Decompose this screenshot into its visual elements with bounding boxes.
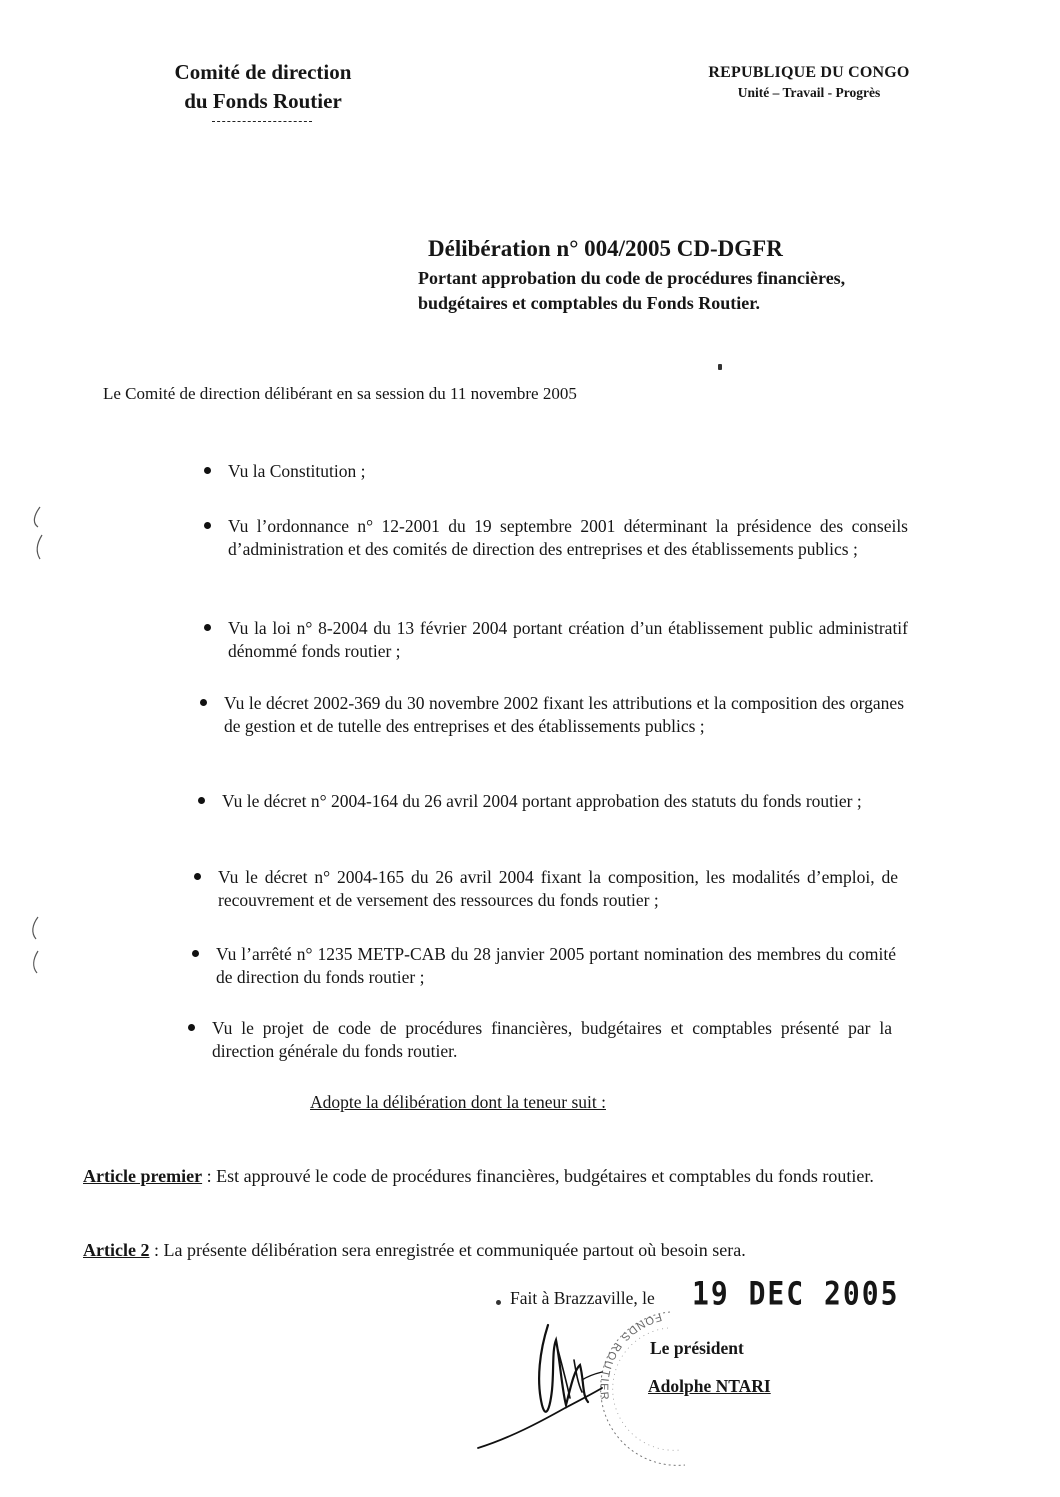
visa-item [224,692,904,738]
bullet-icon [204,624,211,631]
seal-text: FONDS ROUTIER [597,1310,663,1403]
bullet-icon [198,797,205,804]
country-motto: Unité – Travail - Progrès [737,85,881,100]
visa-text: Vu la Constitution ; [228,461,366,481]
visa-text: Vu le décret n° 2004-165 du 26 avril 2004 fixant la composition, les modalités d’emploi, de recouvrement et de versement des ressources du fonds routier ; [218,867,898,910]
signatory-name: Adolphe NTARI [648,1376,771,1396]
visa-item [218,866,898,912]
session-intro: Le Comité de direction délibérant en sa session du 11 novembre 2005 [103,384,577,403]
visa-text: Vu la loi n° 8-2004 du 13 février 2004 portant création d’un établissement public administratif dénommé fonds routier ; [228,618,908,661]
article-1 [83,1160,893,1193]
place-of-signing: Fait à Brazzaville, le [510,1288,655,1308]
issuer-line-1: Comité de direction [174,60,352,84]
country-name: REPUBLIQUE DU CONGO [708,64,910,81]
scan-speck [718,364,722,370]
article-2 [83,1234,893,1267]
bullet-icon [194,873,201,880]
document-subtitle: Portant approbation du code de procédures financières, budgétaires et comptables du Fonds Routier. [418,268,846,313]
scan-margin-marks [22,505,62,985]
bullet-icon [204,467,211,474]
handwritten-signature [470,1310,630,1460]
bullet-icon [192,950,199,957]
article-2-text: : La présente délibération sera enregistrée et communiquée partout où besoin sera. [149,1240,746,1260]
signatory-role: Le président [650,1338,744,1358]
visa-item [216,943,896,989]
bullet-icon [200,699,207,706]
visa-item [222,790,902,813]
scan-speck [496,1300,501,1305]
date-stamp: 19 DEC 2005 [692,1274,900,1313]
visa-item [212,1017,892,1063]
bullet-icon [204,522,211,529]
adoption-heading: Adopte la délibération dont la teneur suit : [310,1092,606,1112]
visa-text: Vu le décret n° 2004-164 du 26 avril 2004 portant approbation des statuts du fonds routier ; [222,791,862,811]
issuer-line-2: du Fonds Routier [184,89,342,113]
issuer-header [158,58,368,116]
visa-item [228,460,908,483]
bullet-icon [188,1024,195,1031]
article-1-heading: Article premier [83,1166,203,1186]
document-title: Délibération n° 004/2005 CD-DGFR [428,236,783,261]
visa-item [228,515,908,561]
article-2-heading: Article 2 [83,1240,150,1260]
visa-item [228,617,908,663]
visa-text: Vu l’arrêté n° 1235 METP-CAB du 28 janvier 2005 portant nomination des membres du comité de direction du fonds routier ; [216,944,896,987]
visa-text: Vu l’ordonnance n° 12-2001 du 19 septembre 2001 déterminant la présidence des conseils d’administration et des comités de direction des entreprises et des établissements publics ; [228,516,908,559]
visa-text: Vu le décret 2002-369 du 30 novembre 2002 fixant les attributions et la composition des organes de gestion et de tutelle des entreprises et des établissements publics ; [224,693,904,736]
country-header [695,62,923,102]
visa-text: Vu le projet de code de procédures financières, budgétaires et comptables présenté par la direction générale du fonds routier. [212,1018,892,1061]
issuer-divider [212,121,312,122]
article-1-text: : Est approuvé le code de procédures financières, budgétaires et comptables du fonds routier. [202,1166,874,1186]
